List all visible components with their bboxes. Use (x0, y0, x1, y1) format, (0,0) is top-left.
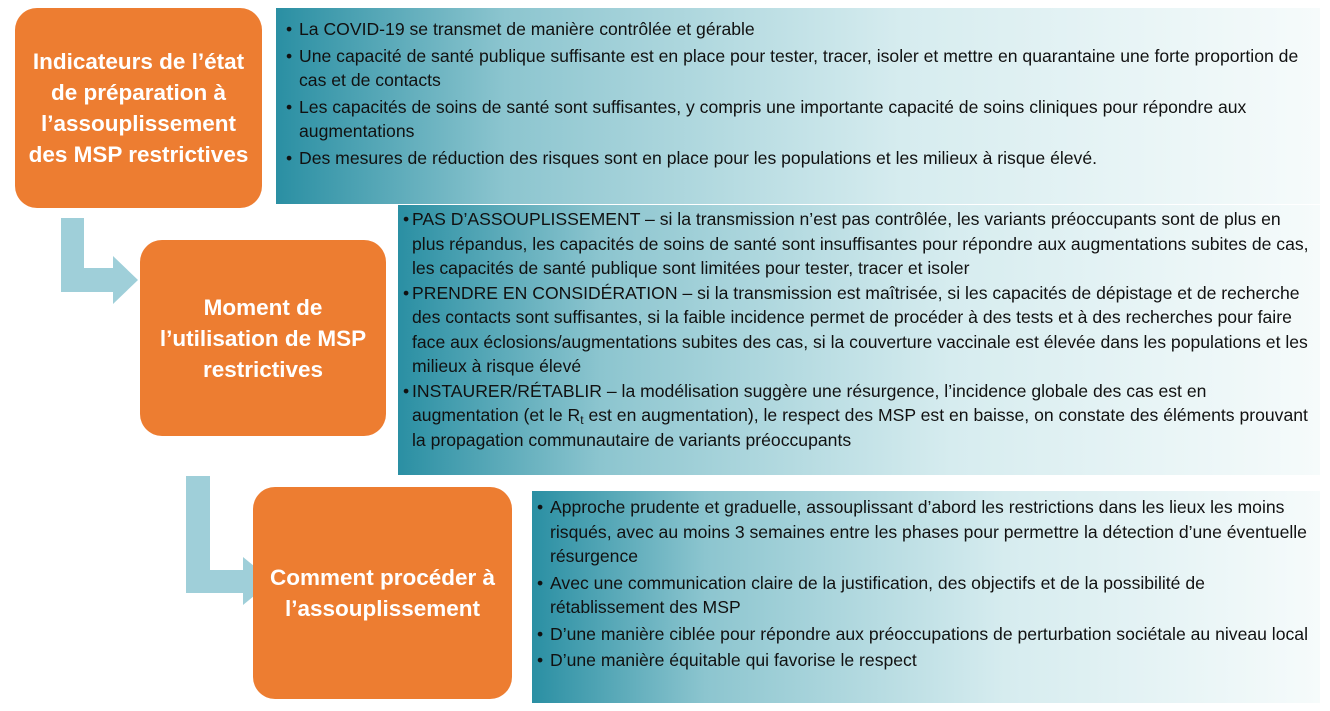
how-to-proceed-panel (532, 491, 1320, 703)
step-box-timing (140, 240, 386, 436)
list-item: • Avec une communication claire de la justification, des objectifs et de la possibilité de rétablissement des MSP (537, 571, 1308, 620)
list-item: • Des mesures de réduction des risques sont en place pour les populations et les milieux à risque élevé. (286, 146, 1306, 171)
list-item: • PRENDRE EN CONSIDÉRATION – si la transmission est maîtrisée, si les capacités de dépistage et de recherche des contacts sont suffisantes, si la faible incidence permet de procéder à des tests et à des recherches pour faire face aux éclosions/augmentations subites des cas, si la couverture vaccinale est élevée dans les populations et les milieux à risque élevé (403, 281, 1312, 379)
list-item: • Une capacité de santé publique suffisante est en place pour tester, tracer, isoler et mettre en quarantaine une forte proportion de cas et de contacts (286, 44, 1306, 93)
step-title: Comment procéder à l’assouplissement (269, 565, 496, 621)
connector-arrow-1 (61, 218, 138, 304)
subscript: t (580, 413, 584, 427)
list-item-text: est en augmentation), le respect des MSP est en baisse, on constate des éléments prouvant la propagation communautaire de variants préoccupants (412, 405, 1308, 450)
timing-panel (398, 205, 1320, 475)
list-item (403, 379, 1312, 453)
list-item-text: INSTAURER/RÉTABLIR – la modélisation suggère une résurgence, l’incidence globale des cas est en augmentation (et le R (412, 380, 1207, 425)
step-box-how-to (253, 487, 512, 699)
list-item: • D’une manière équitable qui favorise le respect (537, 648, 1308, 673)
step-title: Indicateurs de l’état de préparation à l’assouplissement des MSP restrictives (28, 49, 249, 167)
readiness-indicators-panel (276, 8, 1320, 204)
step-box-readiness (15, 8, 262, 208)
step-title: Moment de l’utilisation de MSP restrictives (159, 294, 367, 382)
list-item: • Les capacités de soins de santé sont suffisantes, y compris une importante capacité de soins cliniques pour répondre aux augmentations (286, 95, 1306, 144)
list-item: • La COVID-19 se transmet de manière contrôlée et gérable (286, 17, 1306, 42)
list-item: • PAS D’ASSOUPLISSEMENT – si la transmission n’est pas contrôlée, les variants préoccupants sont de plus en plus répandus, les capacités de soins de santé sont insuffisantes pour répondre aux augmentations subites de cas, les capacités de santé publique sont limitées pour tester, tracer et isoler (403, 207, 1312, 281)
list-item: • D’une manière ciblée pour répondre aux préoccupations de perturbation sociétale au niveau local (537, 622, 1308, 647)
list-item: • Approche prudente et graduelle, assouplissant d’abord les restrictions dans les lieux les moins risqués, avec au moins 3 semaines entre les phases pour permettre la détection d’une éventuelle résurgence (537, 495, 1308, 569)
